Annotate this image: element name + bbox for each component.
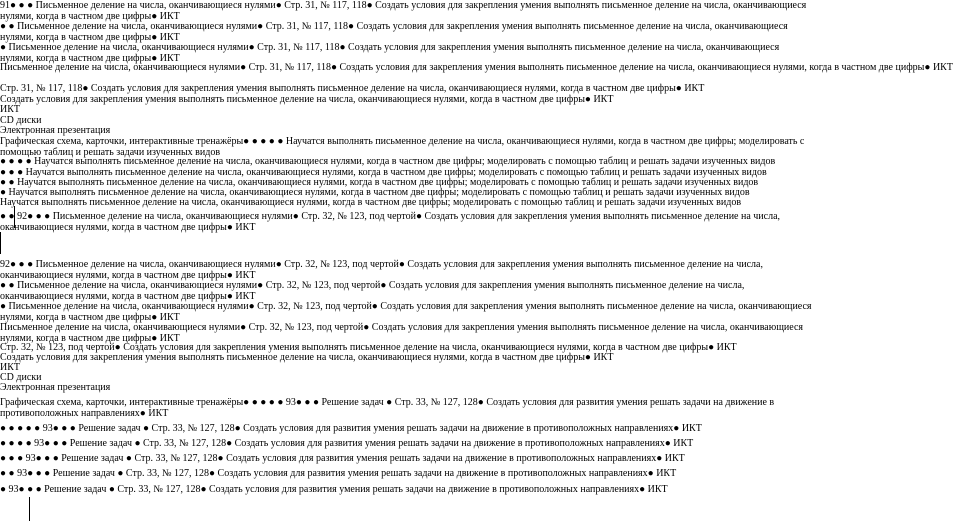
text-line: Электронная презентация bbox=[0, 382, 111, 393]
text-line: ● ● ● ● Научатся выполнять письменное деление на числа, оканчивающиеся нулями, когда в частном две цифры; моделировать с помощью таблиц и решать задачи изученных видов bbox=[0, 156, 776, 167]
text-line: Письменное деление на числа, оканчивающиеся нулями● Стр. 32, № 123, под чертой● Создать условия для закрепления умения выполнять письменное деление на числа, оканчивающиеся нулями, когда в частном две цифры● ИКТ bbox=[0, 322, 803, 344]
text-line: Графическая схема, карточки, интерактивные тренажёры● ● ● ● ● 93● ● ● Решение задач ● Стр. 33, № 127, 128● Создать условия для развития умения решать задачи на движение в противоположных направлениях● ИКТ bbox=[0, 397, 775, 419]
text-line: Научатся выполнять письменное деление на числа, оканчивающиеся нулями, когда в частном две цифры; моделировать с помощью таблиц и решать задачи изученных видов bbox=[0, 197, 742, 208]
text-line: ● ● Письменное деление на числа, оканчивающиеся нулями● Стр. 32, № 123, под чертой● Создать условия для закрепления умения выполнять письменное деление на числа, оканчивающиеся нулями, когда в частном две цифры● ИКТ bbox=[0, 280, 745, 302]
text-line: CD диски bbox=[0, 372, 42, 383]
text-line: ● ● 93● ● ● Решение задач ● Стр. 33, № 127, 128● Создать условия для развития умения решать задачи на движение в противоположных направлениях● ИКТ bbox=[0, 468, 677, 479]
text-line: ИКТ bbox=[0, 104, 20, 115]
text-line: Графическая схема, карточки, интерактивные тренажёры● ● ● ● ● Научатся выполнять письменное деление на числа, оканчивающиеся нулями, когда в частном две цифры; моделировать с помощью таблиц и решать задачи изученных видов bbox=[0, 136, 805, 158]
text-line: ● ● ● 93● ● ● Решение задач ● Стр. 33, № 127, 128● Создать условия для развития умения решать задачи на движение в противоположных направлениях● ИКТ bbox=[0, 453, 685, 464]
table-border bbox=[0, 232, 1, 254]
text-line: ● ● ● ● 93● ● ● Решение задач ● Стр. 33, № 127, 128● Создать условия для развития умения решать задачи на движение в противоположных направлениях● ИКТ bbox=[0, 438, 694, 449]
text-line: ● ● 92● ● ● Письменное деление на числа, оканчивающиеся нулями● Стр. 32, № 123, под чертой● Создать условия для закрепления умения выполнять письменное деление на числа, оканчивающиеся нулями, когда в частном две цифры● ИКТ bbox=[0, 211, 781, 233]
text-line: 91● ● ● Письменное деление на числа, оканчивающиеся нулями● Стр. 31, № 117, 118● Создать условия для закрепления умения выполнять письменное деление на числа, оканчивающиеся нулями, когда в частном две цифры● ИКТ bbox=[0, 0, 807, 22]
text-line: ● ● Письменное деление на числа, оканчивающиеся нулями● Стр. 31, № 117, 118● Создать условия для закрепления умения выполнять письменное деление на числа, оканчивающиеся нулями, когда в частном две цифры● ИКТ bbox=[0, 21, 788, 43]
text-line: Электронная презентация bbox=[0, 125, 111, 136]
text-line: ● ● ● Научатся выполнять письменное деление на числа, оканчивающиеся нулями, когда в частном две цифры; моделировать с помощью таблиц и решать задачи изученных видов bbox=[0, 167, 767, 178]
text-line: Создать условия для закрепления умения выполнять письменное деление на числа, оканчивающиеся нулями, когда в частном две цифры● ИКТ bbox=[0, 352, 614, 363]
text-line: ● ● Научатся выполнять письменное деление на числа, оканчивающиеся нулями, когда в частном две цифры; моделировать с помощью таблиц и решать задачи изученных видов bbox=[0, 177, 759, 188]
text-line: Создать условия для закрепления умения выполнять письменное деление на числа, оканчивающиеся нулями, когда в частном две цифры● ИКТ bbox=[0, 94, 614, 105]
text-line: Письменное деление на числа, оканчивающиеся нулями● Стр. 31, № 117, 118● Создать условия для закрепления умения выполнять письменное деление на числа, оканчивающиеся нулями, когда в частном две цифры● ИКТ bbox=[0, 62, 953, 73]
text-line: Стр. 31, № 117, 118● Создать условия для закрепления умения выполнять письменное деление на числа, оканчивающиеся нулями, когда в частном две цифры● ИКТ bbox=[0, 83, 705, 94]
text-line: ● Научатся выполнять письменное деление на числа, оканчивающиеся нулями, когда в частном две цифры; моделировать с помощью таблиц и решать задачи изученных видов bbox=[0, 187, 750, 198]
text-line: ● Письменное деление на числа, оканчивающиеся нулями● Стр. 31, № 117, 118● Создать условия для закрепления умения выполнять письменное деление на числа, оканчивающиеся нулями, когда в частном две цифры● ИКТ bbox=[0, 42, 780, 64]
text-line: 92● ● ● Письменное деление на числа, оканчивающиеся нулями● Стр. 32, № 123, под чертой● Создать условия для закрепления умения выполнять письменное деление на числа, оканчивающиеся нулями, когда в частном две цифры● ИКТ bbox=[0, 259, 763, 281]
text-line: CD диски bbox=[0, 115, 42, 126]
text-line: ИКТ bbox=[0, 362, 20, 373]
table-border bbox=[29, 497, 30, 521]
text-line: Стр. 32, № 123, под чертой● Создать условия для закрепления умения выполнять письменное деление на числа, оканчивающиеся нулями, когда в частном две цифры● ИКТ bbox=[0, 342, 737, 353]
text-line: ● ● ● ● ● 93● ● ● Решение задач ● Стр. 33, № 127, 128● Создать условия для развития умения решать задачи на движение в противоположных направлениях● ИКТ bbox=[0, 423, 702, 434]
text-line: ● 93● ● ● Решение задач ● Стр. 33, № 127, 128● Создать условия для развития умения решать задачи на движение в противоположных направлениях● ИКТ bbox=[0, 484, 668, 495]
text-line: ● Письменное деление на числа, оканчивающиеся нулями● Стр. 32, № 123, под чертой● Создать условия для закрепления умения выполнять письменное деление на числа, оканчивающиеся нулями, когда в частном две цифры● ИКТ bbox=[0, 301, 812, 323]
